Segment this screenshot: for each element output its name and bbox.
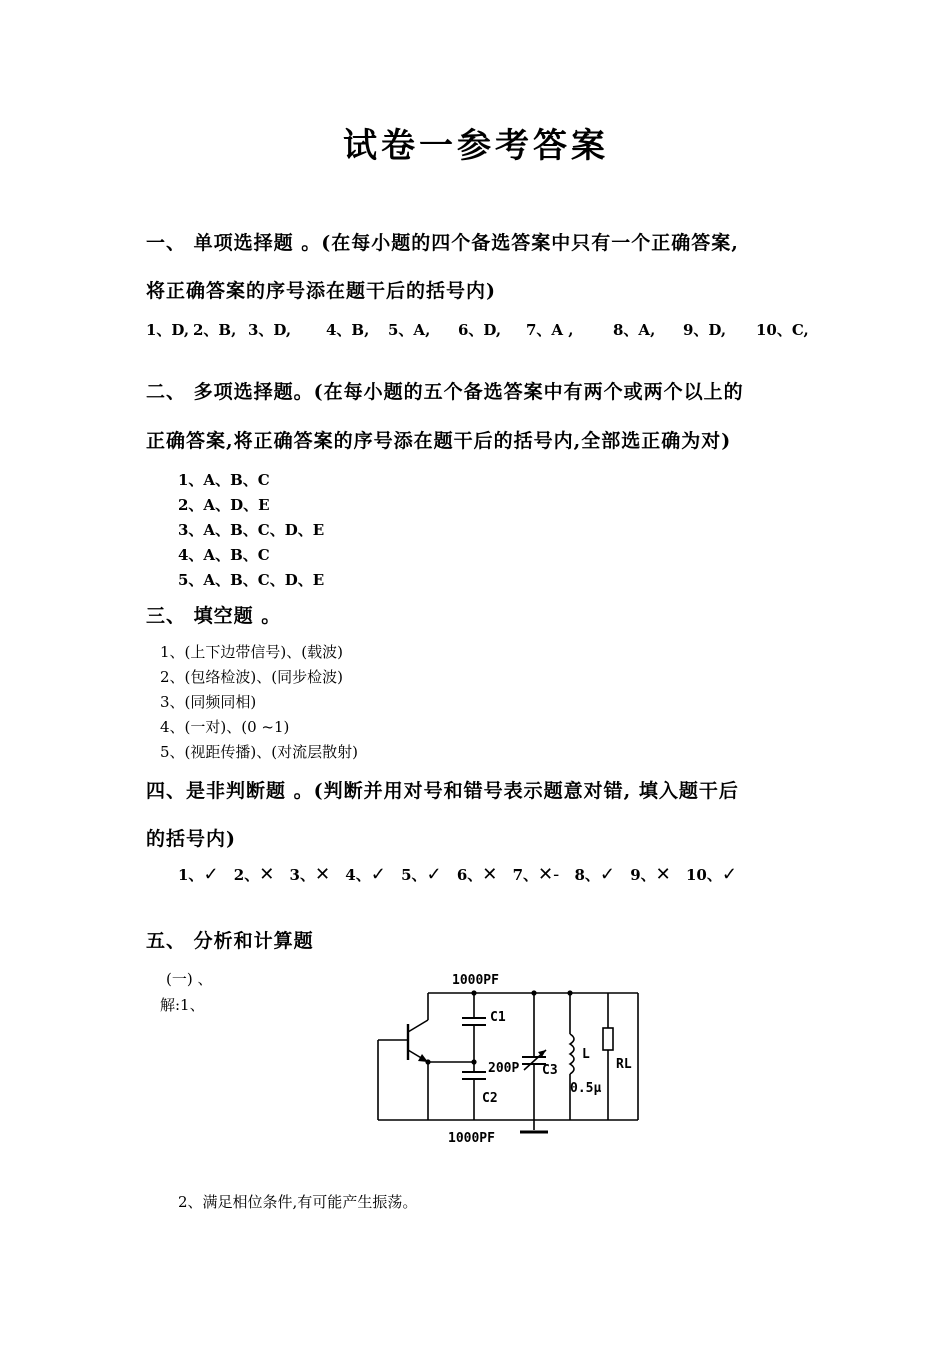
s1-answer-4: 4、B, (326, 321, 370, 339)
s4-answer-6 (457, 864, 498, 885)
s4-mark: ✓ (721, 864, 737, 885)
s1-answer-7: 7、A , (526, 321, 574, 339)
section1-heading-line2: 将正确答案的序号添在题干后的括号内) (146, 280, 496, 302)
s4-answer-10 (686, 864, 737, 885)
s2-answer-3: 3、A、B、C、D、E (178, 521, 325, 539)
label-c3: C3 (542, 1063, 558, 1078)
s4-mark: ✓ (426, 864, 442, 885)
s4-answer-1 (178, 864, 219, 885)
s1-answer-8: 8、A, (613, 321, 656, 339)
s1-answer-1: 1、D, (146, 321, 190, 339)
s4-mark: ✕ (259, 864, 275, 885)
s3-answer-5: 5、(视距传播)、(对流层散射) (160, 743, 358, 761)
s4-mark: ✕ (655, 864, 671, 885)
section3-heading: 三、 填空题 。 (146, 605, 282, 627)
s4-answer-5 (401, 864, 442, 885)
s4-num: 1、 (178, 866, 204, 884)
s2-answer-4: 4、A、B、C (178, 546, 270, 564)
s4-num: 2、 (233, 866, 260, 884)
s4-answer-7 (513, 864, 560, 885)
s1-answer-3: 3、D, (248, 321, 292, 339)
s1-answer-5: 5、A, (388, 321, 431, 339)
s4-mark: ✕ (314, 864, 331, 885)
label-c1: C1 (490, 1010, 506, 1025)
s4-answer-9 (630, 864, 671, 885)
s4-num: 7、 (512, 866, 539, 884)
s4-mark: ✓ (203, 864, 219, 885)
s5-sub1: (一) 、 (166, 970, 213, 988)
section4-heading-line1: 四、是非判断题 。(判断并用对号和错号表示题意对错, 填入题干后 (146, 780, 739, 802)
s3-answer-3: 3、(同频同相) (160, 693, 257, 711)
section1-heading-line1: 一、 单项选择题 。(在每小题的四个备选答案中只有一个正确答案, (146, 232, 739, 254)
s4-num: 9、 (630, 866, 656, 884)
s4-answer-8 (574, 864, 615, 885)
s4-answers (178, 864, 747, 885)
s3-answer-4: 4、(一对)、(0 ~1) (160, 718, 290, 736)
s5-step2: 2、满足相位条件,有可能产生振荡。 (178, 1193, 418, 1211)
label-l-value: 0.5μ (570, 1081, 602, 1096)
label-l: L (582, 1047, 590, 1062)
s5-solution-label: 解:1、 (160, 996, 205, 1014)
s1-answer-2: 2、B, (193, 321, 237, 339)
s4-mark: ✓ (599, 864, 615, 885)
section2-heading-line1: 二、 多项选择题。(在每小题的五个备选答案中有两个或两个以上的 (146, 381, 744, 403)
section5-heading: 五、 分析和计算题 (146, 930, 314, 952)
s3-answer-1: 1、(上下边带信号)、(载波) (160, 643, 343, 661)
s4-num: 6、 (456, 866, 483, 884)
label-rl: RL (616, 1057, 632, 1072)
label-bottom-cap: 1000PF (448, 1131, 495, 1146)
s3-answer-2: 2、(包络检波)、(同步检波) (160, 668, 343, 686)
s1-answer-10: 10、C, (756, 321, 809, 339)
s4-num: 4、 (345, 866, 371, 884)
circuit-diagram (372, 968, 642, 1150)
s4-num: 10、 (685, 866, 722, 884)
s4-answer-3 (290, 864, 331, 885)
s4-mark: ✕- (538, 864, 560, 885)
page-title: 试卷一参考答案 (343, 126, 609, 166)
label-mid-cap: 200P (488, 1061, 520, 1076)
label-top-cap: 1000PF (452, 973, 499, 988)
label-c2: C2 (482, 1091, 498, 1106)
s1-answer-9: 9、D, (683, 321, 727, 339)
s2-answer-2: 2、A、D、E (178, 496, 270, 514)
s4-num: 8、 (574, 866, 600, 884)
s2-answer-1: 1、A、B、C (178, 471, 270, 489)
s4-mark: ✓ (370, 864, 386, 885)
section4-heading-line2: 的括号内) (146, 828, 236, 850)
s4-num: 3、 (289, 866, 315, 884)
s4-num: 5、 (401, 866, 427, 884)
s4-answer-4 (345, 864, 386, 885)
s4-mark: ✕ (482, 864, 498, 885)
s4-answer-2 (234, 864, 275, 885)
s2-answer-5: 5、A、B、C、D、E (178, 571, 325, 589)
section2-heading-line2: 正确答案,将正确答案的序号添在题干后的括号内,全部选正确为对) (146, 430, 732, 452)
s1-answer-6: 6、D, (458, 321, 502, 339)
